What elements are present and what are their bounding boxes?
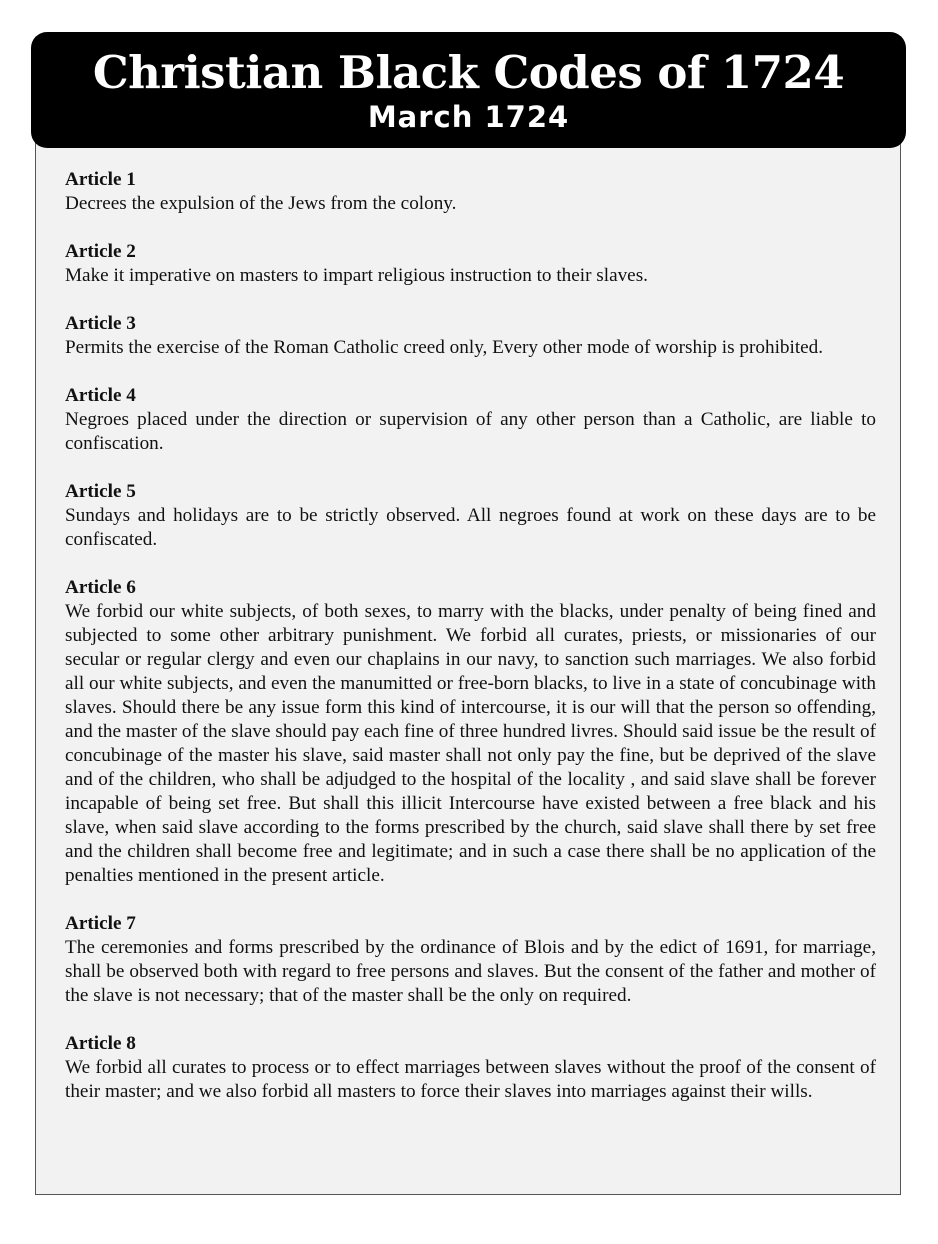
article-7 [65, 912, 876, 1008]
article-heading: Article 4 [65, 385, 136, 406]
article-heading: Article 2 [65, 241, 136, 262]
article-heading: Article 7 [65, 913, 136, 934]
page-subtitle: March 1724 [367, 100, 570, 134]
article-text: Sundays and holidays are to be strictly observed. All negroes found at work on these days are to be confiscated. [65, 505, 876, 550]
article-text: Permits the exercise of the Roman Catholic creed only, Every other mode of worship is prohibited. [65, 337, 824, 358]
article-3 [65, 312, 876, 360]
article-2 [65, 240, 876, 288]
article-6 [65, 576, 876, 888]
header-banner [31, 32, 906, 148]
article-1 [65, 168, 876, 216]
article-4 [65, 384, 876, 456]
article-text: The ceremonies and forms prescribed by the ordinance of Blois and by the edict of 1691, for marriage, shall be observed both with regard to free persons and slaves. But the consent of the father and mother of the slave is not necessary; that of the master shall be the only on required. [65, 937, 876, 1006]
article-text: Make it imperative on masters to impart religious instruction to their slaves. [65, 265, 648, 286]
article-heading: Article 1 [65, 169, 136, 190]
article-5 [65, 480, 876, 552]
article-heading: Article 3 [65, 313, 136, 334]
article-text: Negroes placed under the direction or supervision of any other person than a Catholic, are liable to confiscation. [65, 409, 876, 454]
article-heading: Article 6 [65, 577, 136, 598]
article-text: We forbid our white subjects, of both sexes, to marry with the blacks, under penalty of being fined and subjected to some other arbitrary punishment. We forbid all curates, priests, or missionaries of our secular or regular clergy and even our chaplains in our navy, to sanction such marriages. We also forbid all our white subjects, and even the manumitted or free-born blacks, to live in a state of concubinage with slaves. Should there be any issue form this kind of intercourse, it is our will that the person so offending, and the master of the slave should pay each fine of three hundred livres. Should said issue be the result of concubinage of the master his slave, said master shall not only pay the fine, but be deprived of the slave and of the children, who shall be adjudged to the hospital of the locality , and said slave shall be forever incapable of being set free. But shall this illicit Intercourse have existed between a free black and his slave, when said slave according to the forms prescribed by the church, said slave shall there by set free and the children shall become free and legitimate; and in such a case there shall be no application of the penalties mentioned in the present article. [65, 601, 876, 886]
article-heading: Article 8 [65, 1033, 136, 1054]
article-text: Decrees the expulsion of the Jews from the colony. [65, 193, 457, 214]
page-title: Christian Black Codes of 1724 [92, 46, 845, 99]
article-text: We forbid all curates to process or to effect marriages between slaves without the proof of the consent of their master; and we also forbid all masters to force their slaves into marriages against their wills. [65, 1057, 876, 1102]
article-8 [65, 1032, 876, 1104]
articles-list [65, 168, 876, 1128]
article-heading: Article 5 [65, 481, 136, 502]
